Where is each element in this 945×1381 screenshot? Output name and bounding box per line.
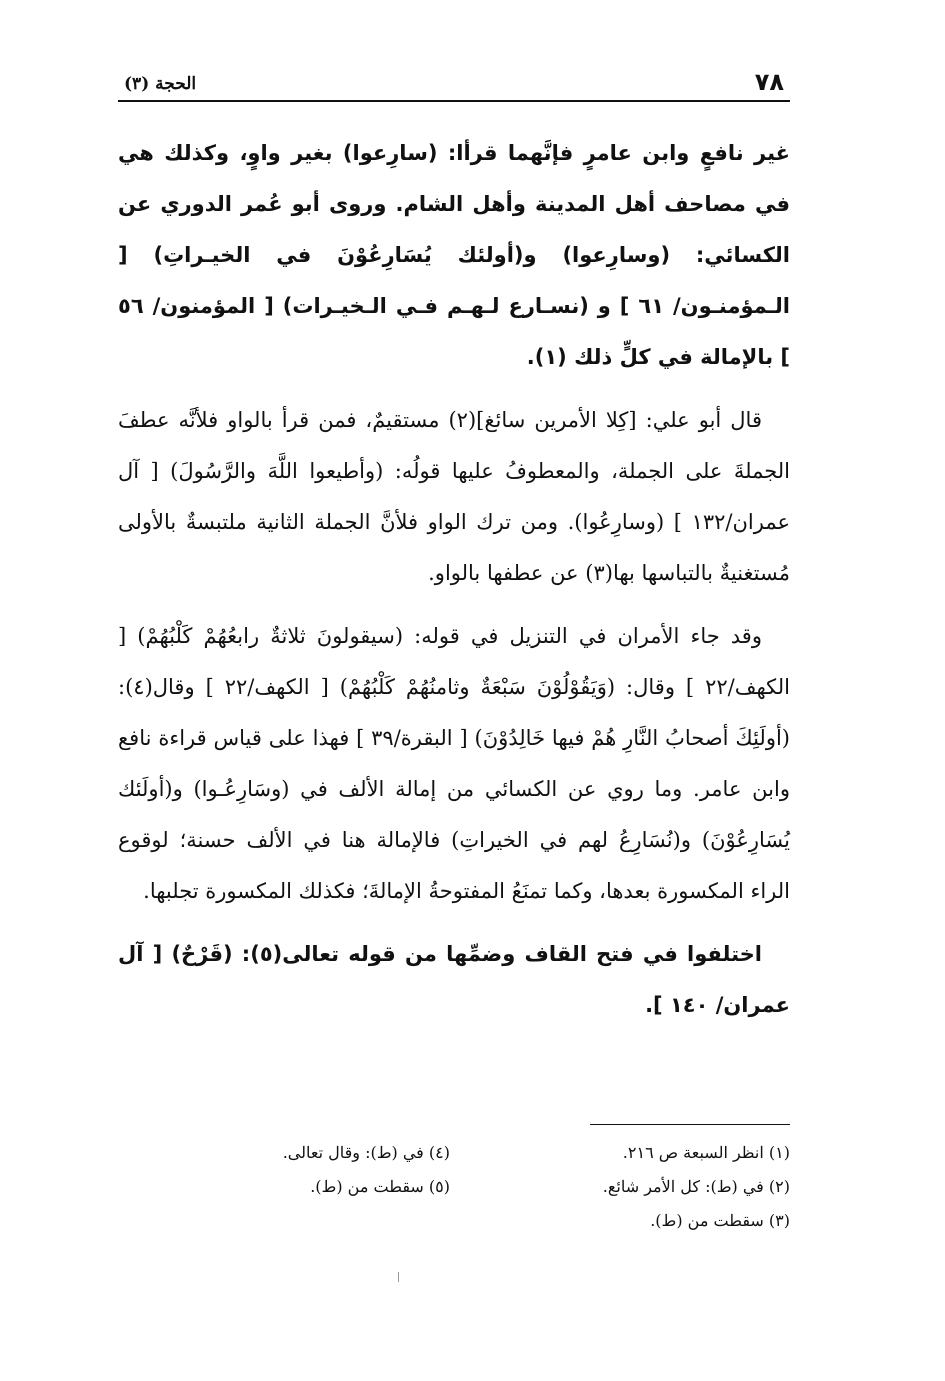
paragraph-3: وقد جاء الأمران في التنزيل في قوله: (سيقولونَ ثلاثةٌ رابعُهُمْ كَلْبُهُمْ) [ الكهف/٢٢ ] وقال: (وَيَقُوْلُوْنَ سَبْعَةٌ وثامنُهُمْ كَلْبُهُمْ) [ الكهف/٢٢ ] وقال(٤): (أولَئِكَ أصحابُ النَّارِ هُمْ فيها خَالِدُوْنَ) [ البقرة/٣٩ ] فهذا على قياس قراءة نافع وابن عامر. وما روي عن الكسائي من إمالة الألف في (وسَارِعُـوا) و(أولَئك يُسَارِعُوْنَ) و(نُسَارِعُ لهم في الخيراتِ) فالإمالة هنا في الألف حسنة؛ لوقوع الراء المكسورة بعدها، وكما تمنَعُ المفتوحةُ الإمالةَ؛ فكذلك المكسورة تجلبها.	[118, 624, 790, 903]
footnotes-right-column	[460, 1136, 790, 1238]
paragraph-2: قال أبو علي: [كِلا الأمرين سائغ](٢) مستقيمٌ، فمن قرأ بالواو فلأنَّه عطفَ الجملةَ على الجملة، والمعطوفُ عليها قولُه: (وأطيعوا اللَّهَ والرَّسُولَ) [ آل عمران/١٣٢ ] (وسارِعُوا). ومن ترك الواو فلأنَّ الجملة الثانية ملتبسةٌ بالأولى مُستغنيةٌ بالتباسها بها(٣) عن عطفها بالواو.	[118, 408, 790, 585]
body-text	[118, 128, 790, 1043]
header-rule	[118, 100, 790, 102]
footnote-5: (٥) سقطت من (ط).	[310, 1177, 450, 1196]
footnote-2: (٢) في (ط): كل الأمر شائع.	[602, 1177, 790, 1196]
footnote-1: (١) انظر السبعة ص ٢١٦.	[622, 1143, 790, 1162]
footnote-3: (٣) سقطت من (ط).	[650, 1211, 790, 1230]
paragraph-1: غير نافعٍ وابن عامرٍ فإنَّهما قرأا: (سارِعوا) بغير واوٍ، وكذلك هي في مصاحف أهل المدينة وأهل الشام. وروى أبو عُمر الدوري عن الكسائي: (وسارِعوا) و(أولئك يُسَارِعُوْنَ في الخيـراتِ) [ الـمؤمنـون/ ٦١ ] و (نسـارع لـهـم فـي الـخيـرات) [ المؤمنون/ ٥٦ ] بالإمالة في كلٍّ ذلك (١).	[118, 141, 790, 369]
page-number: ٧٨	[754, 68, 784, 96]
paragraph-4: اختلفوا في فتح القاف وضمِّها من قوله تعالى(٥): (قَرْحٌ) [ آل عمران/ ١٤٠ ].	[118, 942, 790, 1017]
footnote-4: (٤) في (ط): وقال تعالى.	[282, 1143, 450, 1162]
page-header	[118, 58, 790, 102]
footnotes-left-column	[120, 1136, 450, 1204]
footnote-rule	[590, 1124, 790, 1125]
running-title: الحجة (٣)	[124, 74, 197, 94]
scan-speck	[398, 1272, 399, 1282]
